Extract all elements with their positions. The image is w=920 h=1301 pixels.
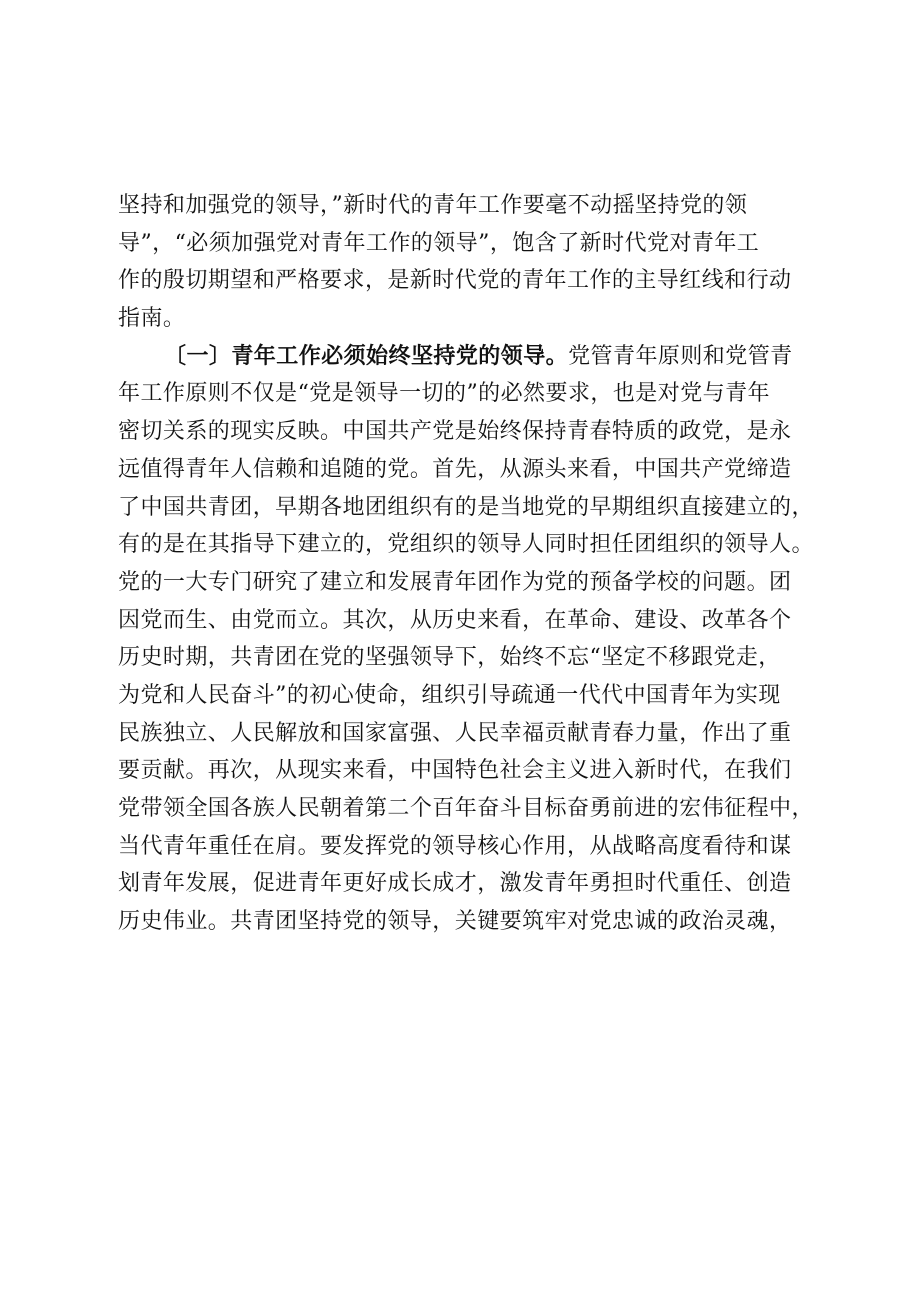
text-line: 年工作原则不仅是“党是领导一切的”的必然要求，也是对党与青年 — [118, 381, 770, 407]
text-line: 党的一大专门研究了建立和发展青年团作为党的预备学校的问题。团 — [118, 569, 792, 595]
text-line: 作的殷切期望和严格要求，是新时代党的青年工作的主导红线和行动 — [118, 268, 792, 294]
text-line: 导”，“必须加强党对青年工作的领导”，饱含了新时代党对青年工 — [118, 230, 760, 256]
text-line: 历史时期，共青团在党的坚强领导下，始终不忘“坚定不移跟党走， — [118, 645, 781, 671]
section-first-line — [118, 338, 818, 376]
text-line: 要贡献。再次，从现实来看，中国特色社会主义进入新时代，在我们 — [118, 758, 792, 784]
text-line: 坚持和加强党的领导，”新时代的青年工作要毫不动摇坚持党的领 — [118, 193, 748, 218]
text-line: 远值得青年人信赖和追随的党。首先，从源头来看，中国共产党缔造 — [118, 456, 792, 482]
text-line: 历史伟业。共青团坚持党的领导，关键要筑牢对党忠诚的政治灵魂， — [118, 909, 792, 935]
text-line: 因党而生、由党而立。其次，从历史来看，在革命、建设、改革各个 — [118, 607, 792, 633]
section-heading: 〔一〕青年工作必须始终坚持党的领导。 — [164, 342, 569, 369]
text-line: 有的是在其指导下建立的，党组织的领导人同时担任团组织的领导人。 — [118, 532, 814, 558]
section-first-line-text: 党管青年原则和党管青 — [568, 343, 793, 369]
text-line: 当代青年重任在肩。要发挥党的领导核心作用，从战略高度看待和谋 — [118, 833, 792, 859]
text-line: 指南。 — [118, 306, 186, 332]
text-line: 划青年发展，促进青年更好成长成才，激发青年勇担时代重任、创造 — [118, 871, 792, 897]
text-line: 党带领全国各族人民朝着第二个百年奋斗目标奋勇前进的宏伟征程中， — [118, 796, 814, 821]
text-line: 密切关系的现实反映。中国共产党是始终保持青春特质的政党，是永 — [118, 419, 792, 445]
text-line: 了中国共青团，早期各地团组织有的是当地党的早期组织直接建立的， — [118, 494, 814, 520]
text-line: 民族独立、人民解放和国家富强、人民幸福贡献青春力量，作出了重 — [118, 720, 792, 746]
body-text — [118, 187, 818, 941]
text-line: 为党和人民奋斗”的初心使命，组织引导疏通一代代中国青年为实现 — [118, 682, 781, 708]
